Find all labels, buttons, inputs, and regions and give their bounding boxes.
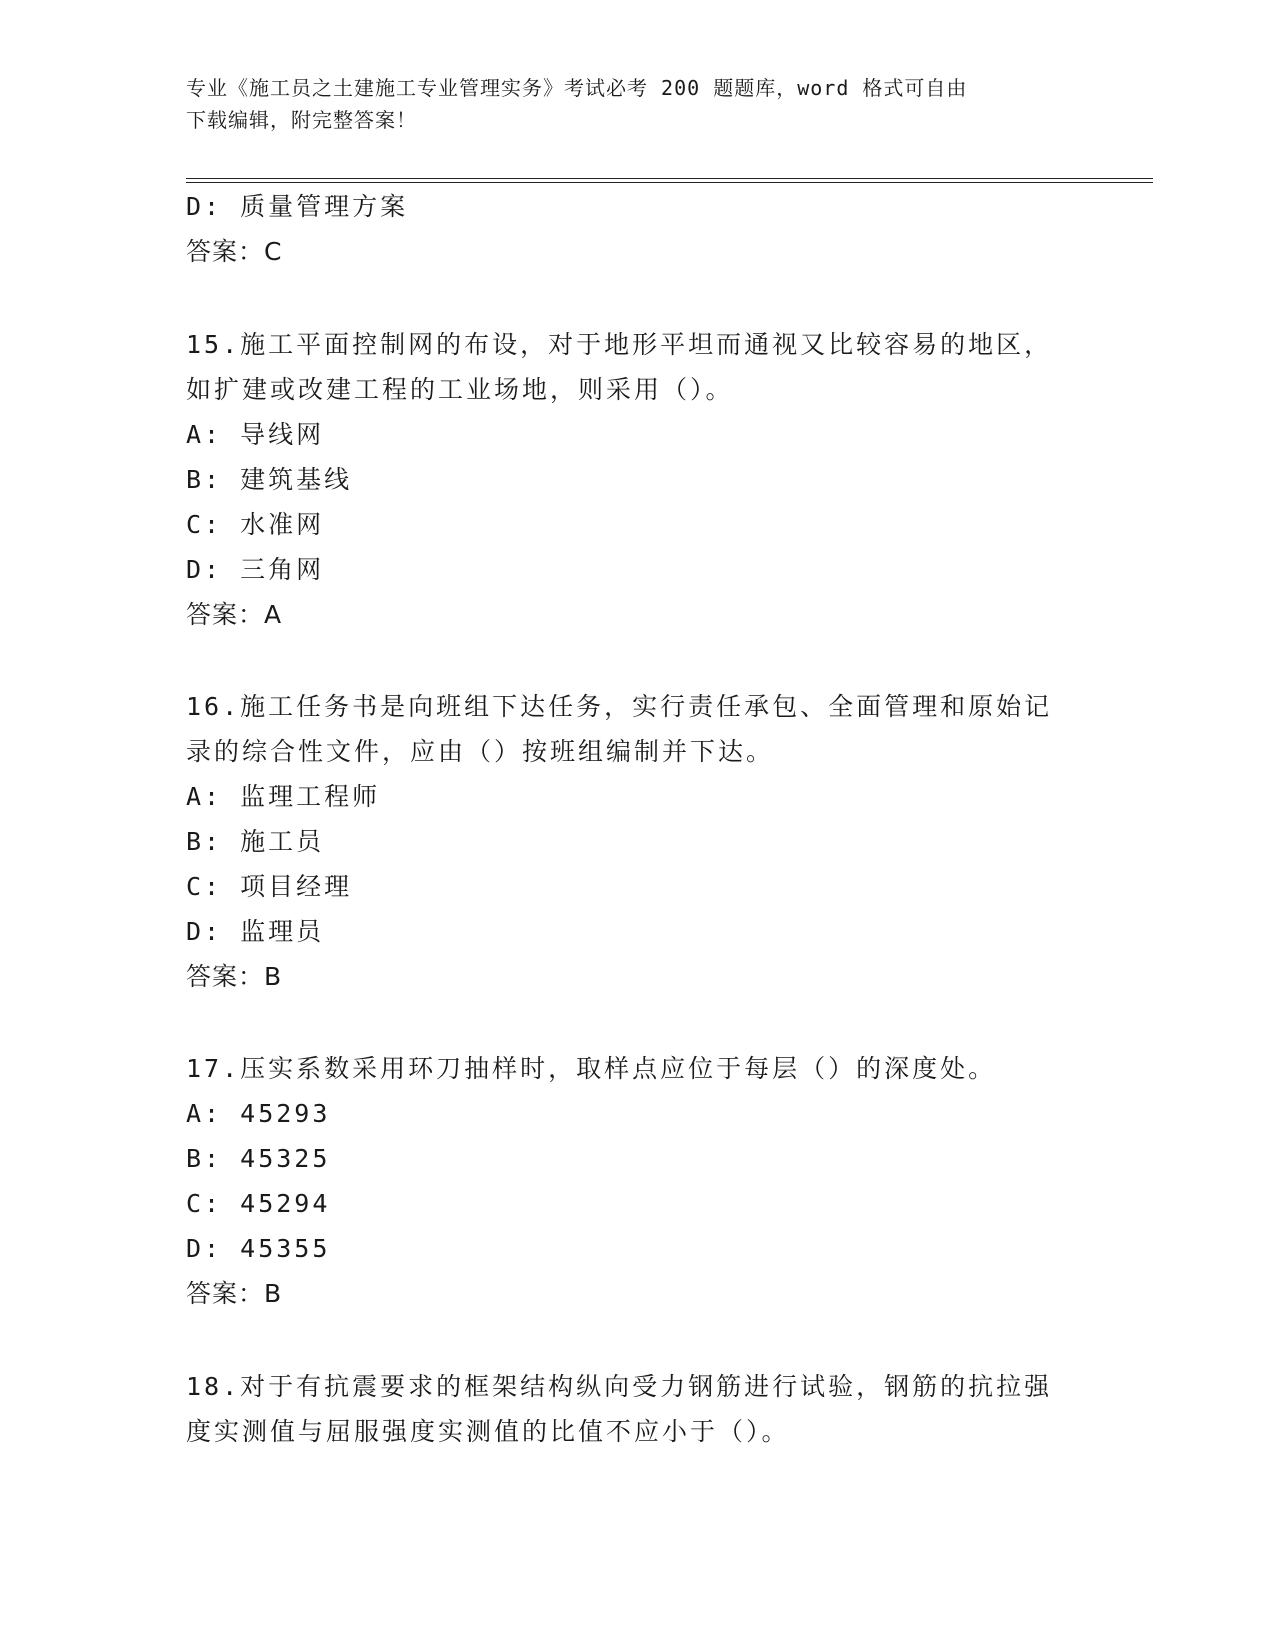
question-line: A: 导线网 — [186, 420, 325, 449]
question-line: 15.施工平面控制网的布设，对于地形平坦而通视又比较容易的地区， — [186, 330, 1053, 359]
document-header — [186, 72, 1066, 136]
question-line: A: 监理工程师 — [186, 782, 381, 811]
question-line: C: 45294 — [186, 1189, 331, 1218]
question-line: 录的综合性文件，应由（）按班组编制并下达。 — [186, 737, 775, 766]
question-line: B: 建筑基线 — [186, 465, 353, 494]
question-line: C: 水准网 — [186, 510, 325, 539]
question-line: 度实测值与屈服强度实测值的比值不应小于（）。 — [186, 1417, 790, 1446]
question-line: 17.压实系数采用环刀抽样时，取样点应位于每层（）的深度处。 — [186, 1054, 997, 1083]
header-divider — [186, 178, 1153, 183]
question-line: B: 施工员 — [186, 827, 325, 856]
question-line: 如扩建或改建工程的工业场地，则采用（）。 — [186, 375, 734, 404]
question-line: D: 质量管理方案 — [186, 192, 409, 221]
answer-line: 答案：B — [186, 962, 283, 991]
question-line: C: 项目经理 — [186, 872, 353, 901]
answer-line: 答案：C — [186, 237, 283, 266]
question-line: 16.施工任务书是向班组下达任务，实行责任承包、全面管理和原始记 — [186, 692, 1053, 721]
question-line: B: 45325 — [186, 1144, 331, 1173]
header-line-1: 专业《施工员之土建施工专业管理实务》考试必考 200 题题库，word 格式可自由 — [186, 76, 968, 100]
question-line: A: 45293 — [186, 1099, 331, 1128]
question-line: D: 三角网 — [186, 555, 325, 584]
header-line-2: 下载编辑，附完整答案！ — [186, 108, 417, 132]
question-line: D: 监理员 — [186, 917, 325, 946]
answer-line: 答案：A — [186, 600, 283, 629]
question-line: D: 45355 — [186, 1234, 331, 1263]
question-line: 18.对于有抗震要求的框架结构纵向受力钢筋进行试验，钢筋的抗拉强 — [186, 1372, 1053, 1401]
answer-line: 答案：B — [186, 1279, 283, 1308]
